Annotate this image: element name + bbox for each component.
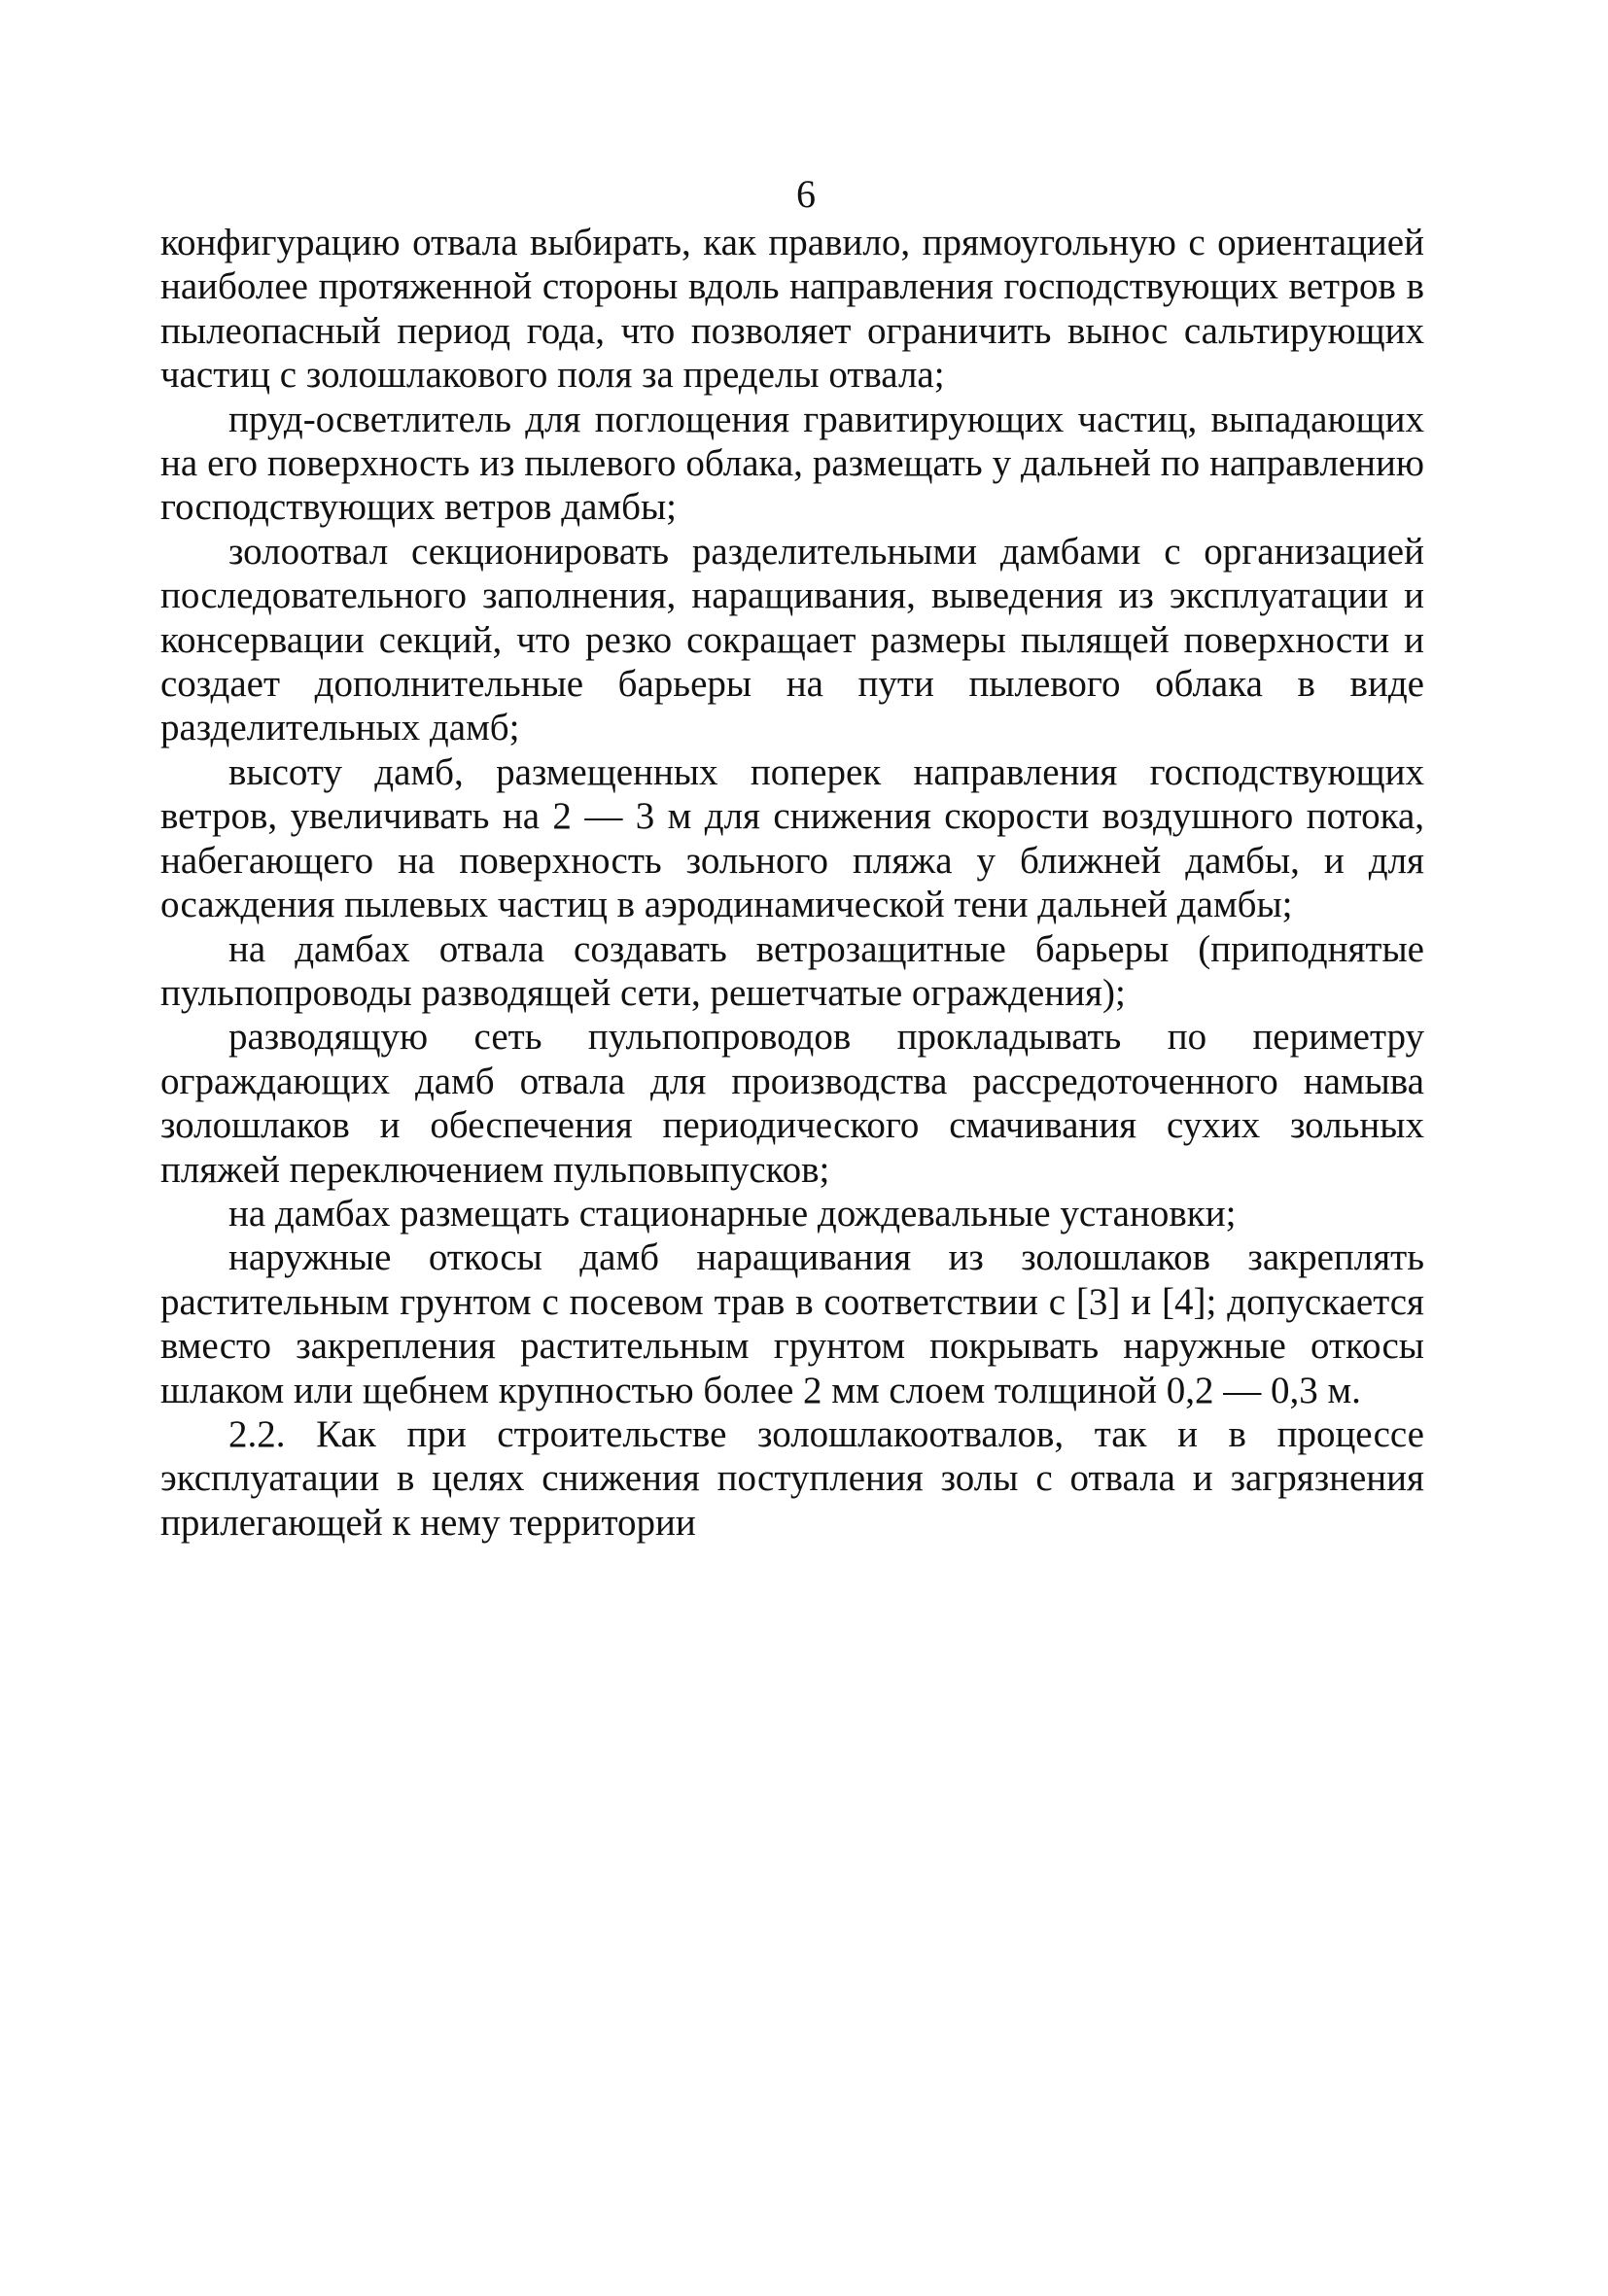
document-page — [160, 170, 1424, 1545]
paragraph-settling-pond: пруд-осветлитель для поглощения гравитирующих частиц, выпадающих на его поверхность из пылевого облака, размещать у дальней по направлению господствующих ветров дамбы; — [160, 398, 1424, 529]
paragraph-pipeline-network: разводящую сеть пульпопроводов прокладывать по периметру ограждающих дамб отвала для производства рассредоточенного намыва золошлаков и обеспечения периодического смачивания сухих зольных пляжей переключением пульповыпусков; — [160, 1016, 1424, 1191]
page-number: 6 — [796, 172, 816, 216]
paragraph-wind-barriers: на дамбах отвала создавать ветрозащитные барьеры (приподнятые пульпопроводы разводящей сети, решетчатые ограждения); — [160, 927, 1424, 1014]
paragraph-configuration: конфигурацию отвала выбирать, как правило, прямоугольную с ориентацией наиболее протяженной стороны вдоль направления господствующих ветров в пылеопасный период года, что позволяет ограничить вынос сальтирующих частиц с золошлакового поля за пределы отвала; — [160, 222, 1424, 397]
paragraph-dam-height: высоту дамб, размещенных поперек направления господствующих ветров, увеличивать на 2 — 3 м для снижения скорости воздушного потока, набегающего на поверхность зольного пляжа у ближней дамбы, и для осаждения пылевых частиц в аэродинамической тени дальней дамбы; — [160, 750, 1424, 926]
paragraph-sectioning: золоотвал секционировать разделительными дамбами с организацией последовательного заполнения, наращивания, выведения из эксплуатации и консервации секций, что резко сокращает размеры пылящей поверхности и создает дополнительные барьеры на пути пылевого облака в виде разделительных дамб; — [160, 530, 1424, 749]
paragraph-slope-fixing: наружные откосы дамб наращивания из золошлаков закреплять растительным грунтом с посевом трав в соответствии с [3] и [4]; допускается вместо закрепления растительным грунтом покрывать наружные откосы шлаком или щебнем крупностью более 2 мм слоем толщиной 0,2 — 0,3 м. — [160, 1236, 1424, 1411]
paragraph-sprinklers: на дамбах размещать стационарные дождевальные установки; — [228, 1192, 1237, 1235]
paragraph-section-2-2: 2.2. Как при строительстве золошлакоотвалов, так и в процессе эксплуатации в целях снижения поступления золы с отвала и загрязнения прилегающей к нему территории — [160, 1412, 1424, 1544]
